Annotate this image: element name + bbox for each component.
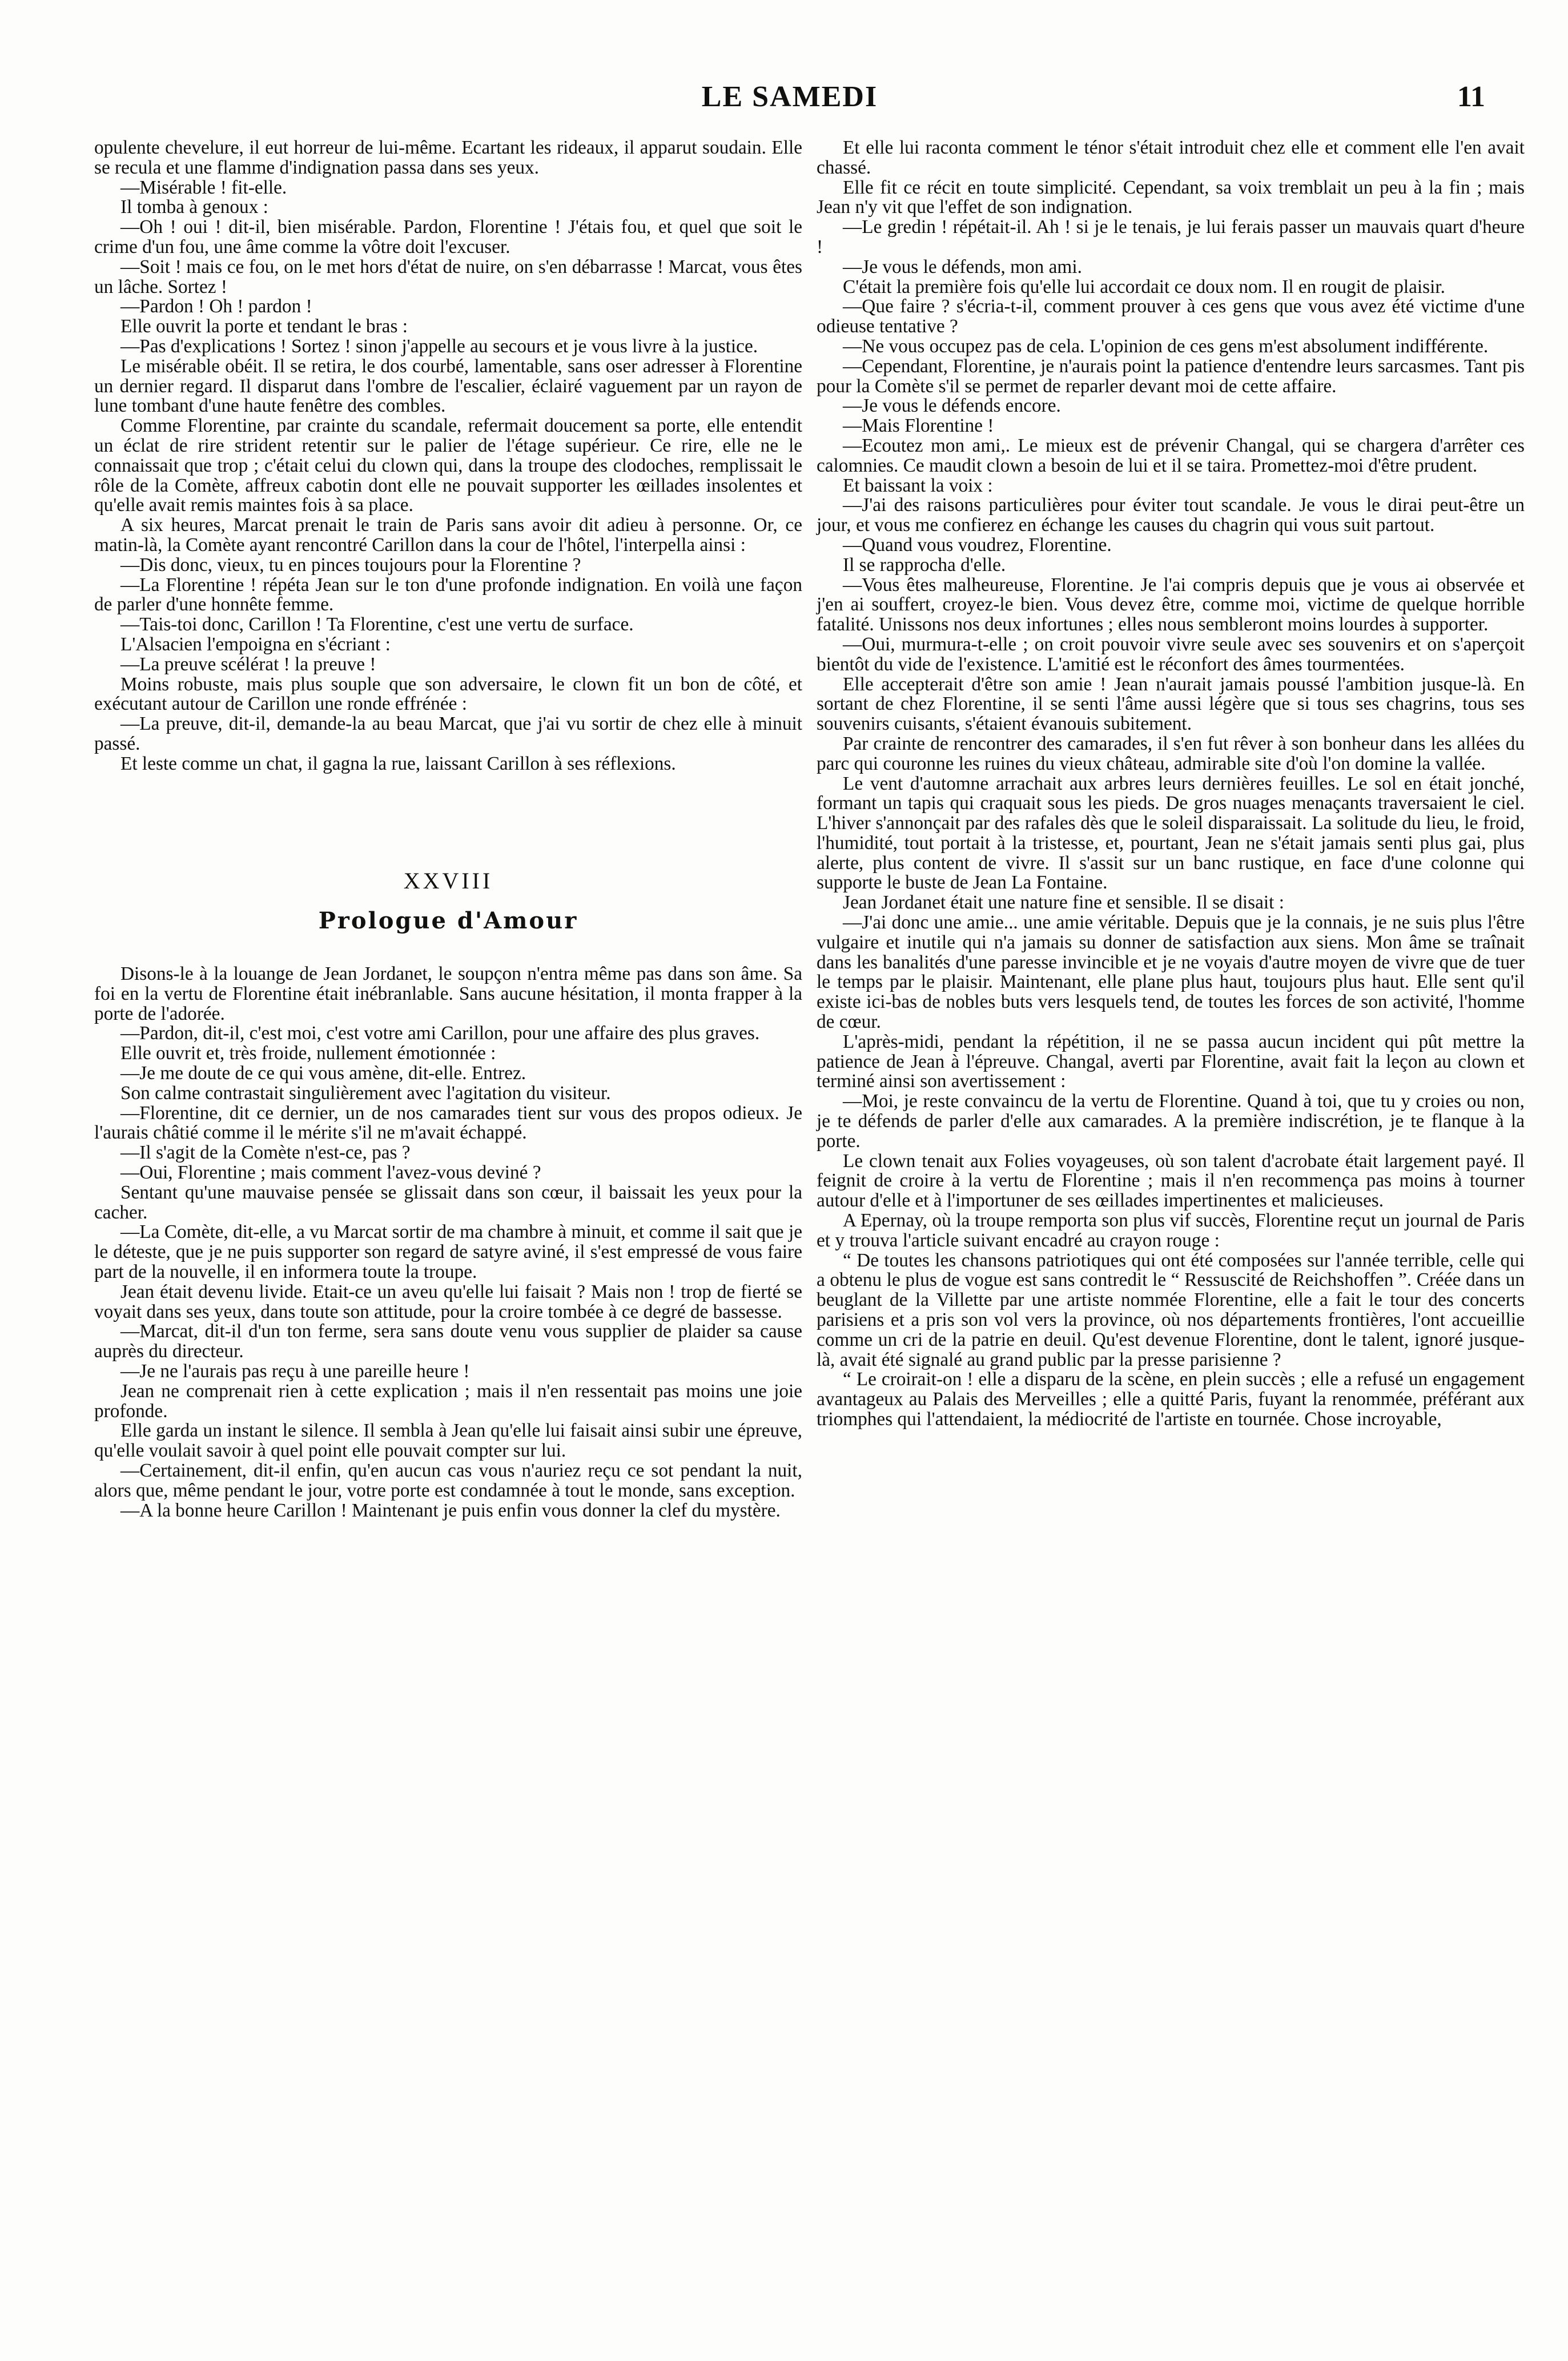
paragraph: —Vous êtes malheureuse, Florentine. Je l'ai compris depuis que je vous ai observée et j'en ai souffert, croyez-le bien. Vous devez être, comme moi, victime de quelque horrible fatalité. Unissons nos deux infortunes ; elles nous sembleront moins lourdes à supporter.: [817, 574, 1525, 636]
paragraph: —Pardon ! Oh ! pardon !: [120, 296, 312, 317]
right-column-text: [817, 138, 1525, 1430]
left-column-text-after-chapter: [94, 964, 802, 1521]
paragraph: “ Le croirait-on ! elle a disparu de la scène, en plein succès ; elle a refusé un engagement avantageux au Palais des Merveilles ; elle a quitté Paris, fuyant la renommée, préférant aux triomphes qui l'attendaient, la médiocrité de l'artiste en tournée. Chose incroyable,: [817, 1369, 1525, 1430]
chapter-heading: [94, 867, 802, 935]
paragraph: Et elle lui raconta comment le ténor s'était introduit chez elle et comment elle l'en avait chassé.: [817, 137, 1525, 178]
paragraph: —La Comète, dit-elle, a vu Marcat sortir de ma chambre à minuit, et comme il sait que je le déteste, que je ne puis supporter son regard de satyre aviné, il s'est empressé de vous faire part de la nouvelle, il en informera toute la troupe.: [94, 1221, 802, 1283]
paragraph: Comme Florentine, par crainte du scandale, refermait doucement sa porte, elle entendit un éclat de rire strident retentir sur le palier de l'étage supérieur. Ce rire, elle ne le connaissait que trop ; c'était celui du clown qui, dans la troupe des clodoches, remplissait le rôle de la Comète, affreux cabotin dont elle ne pouvait supporter les œillades insolentes et qu'elle avait remis maintes fois à sa place.: [94, 415, 802, 516]
paragraph: —Il s'agit de la Comète n'est-ce, pas ?: [120, 1142, 411, 1164]
paragraph: —Le gredin ! répétait-il. Ah ! si je le tenais, je lui ferais passer un mauvais quart d'heure !: [817, 216, 1525, 258]
journal-title: LE SAMEDI: [701, 81, 878, 113]
paragraph: Elle ouvrit la porte et tendant le bras :: [120, 316, 408, 337]
paragraph: —Je vous le défends, mon ami.: [843, 256, 1082, 277]
paragraph: —Je vous le défends encore.: [843, 395, 1061, 417]
paragraph: —A la bonne heure Carillon ! Maintenant je puis enfin vous donner la clef du mystère.: [120, 1499, 781, 1521]
paragraph: Le vent d'automne arrachait aux arbres leurs dernières feuilles. Le sol en était jonché, formant un tapis qui craquait sous les pieds. De gros nuages menaçants traversaient le ciel. L'hiver s'annonçait par des rafales dès que le soleil disparaissait. La solitude du lieu, le froid, l'humidité, tout portait à la tristesse, et, pourtant, Jean ne s'était jamais senti plus gai, plus alerte, plus content de vivre. Il s'assit sur un banc rustique, en face d'une colonne qui supporte le buste de Jean La Fontaine.: [817, 773, 1525, 894]
paragraph: —Cependant, Florentine, je n'aurais point la patience d'entendre leurs sarcasmes. Tant pis pour la Comète s'il se permet de reparler devant moi de cette affaire.: [817, 355, 1525, 397]
paragraph: Moins robuste, mais plus souple que son adversaire, le clown fit un bon de côté, et exécutant autour de Carillon une ronde effrénée :: [94, 673, 802, 715]
paragraph: —Pas d'explications ! Sortez ! sinon j'appelle au secours et je vous livre à la justice.: [120, 335, 758, 357]
paragraph: —Pardon, dit-il, c'est moi, c'est votre ami Carillon, pour une affaire des plus graves.: [120, 1023, 760, 1044]
paragraph: Elle ouvrit et, très froide, nullement émotionnée :: [120, 1043, 496, 1064]
paragraph: A Epernay, où la troupe remporta son plus vif succès, Florentine reçut un journal de Paris et y trouva l'article suivant encadré au crayon rouge :: [817, 1210, 1525, 1251]
paragraph: —Misérable ! fit-elle.: [120, 176, 287, 198]
paragraph: L'Alsacien l'empoigna en s'écriant :: [120, 633, 391, 655]
paragraph: Le misérable obéit. Il se retira, le dos courbé, lamentable, sans oser adresser à Florentine un dernier regard. Il disparut dans l'ombre de l'escalier, éclairé vaguement par un rayon de lune tombant d'une haute fenêtre des combles.: [94, 355, 802, 417]
chapter-title: Prologue d'Amour: [318, 907, 578, 935]
left-column-text-before-chapter: [94, 138, 802, 774]
paragraph: L'après-midi, pendant la répétition, il ne se passa aucun incident qui pût mettre la patience de Jean à l'épreuve. Changal, averti par Florentine, avait fait la leçon au clown et terminé ainsi son avertissement :: [817, 1031, 1525, 1092]
paragraph: —Oui, Florentine ; mais comment l'avez-vous deviné ?: [120, 1162, 541, 1184]
paragraph: —J'ai donc une amie... une amie véritable. Depuis que je la connais, je ne suis plus l'être vulgaire et inutile qui n'a jamais su donner de satisfaction aux siens. Mon âme se traînait dans les banalités d'une paresse invincible et je ne voyais d'autre moyen de vivre que de tuer le temps par le plaisir. Maintenant, elle plane plus haut, toujours plus haut. Elle sent qu'il existe ici-bas de nobles buts vers lesquels tend, de toutes les forces de son activité, l'homme de cœur.: [817, 912, 1525, 1033]
paragraph: Disons-le à la louange de Jean Jordanet, le soupçon n'entra même pas dans son âme. Sa foi en la vertu de Florentine était inébranlable. Sans aucune hésitation, il monta frapper à la porte de l'adorée.: [94, 963, 802, 1024]
paragraph: —Je me doute de ce qui vous amène, dit-elle. Entrez.: [120, 1063, 526, 1084]
paragraph: Il tomba à genoux :: [120, 196, 268, 218]
paragraph: —La preuve, dit-il, demande-la au beau Marcat, que j'ai vu sortir de chez elle à minuit passé.: [94, 713, 802, 754]
paragraph: —Mais Florentine !: [843, 415, 994, 437]
paragraph: —La preuve scélérat ! la preuve !: [120, 653, 376, 675]
paragraph: opulente chevelure, il eut horreur de lui-même. Ecartant les rideaux, il apparut soudain. Elle se recula et une flamme d'indignation passa dans ses yeux.: [94, 137, 802, 178]
paragraph: —Florentine, dit ce dernier, un de nos camarades tient sur vous des propos odieux. Je l'aurais châtié comme il le mérite s'il ne m'avait échappé.: [94, 1102, 802, 1144]
paragraph: —Ecoutez mon ami,. Le mieux est de prévenir Changal, qui se chargera d'arrêter ces calomnies. Ce maudit clown a besoin de lui et il se taira. Promettez-moi d'être prudent.: [817, 435, 1525, 476]
paragraph: Jean Jordanet était une nature fine et sensible. Il se disait :: [843, 892, 1284, 914]
paragraph: Le clown tenait aux Folies voyageuses, où son talent d'acrobate était largement payé. Il feignit de croire à la vertu de Florentine ; mais il n'en recommença pas moins à tourner autour d'elle et à l'importuner de ses œillades impertinentes et malicieuses.: [817, 1150, 1525, 1212]
paragraph: Elle fit ce récit en toute simplicité. Cependant, sa voix tremblait un peu à la fin ; mais Jean n'y vit que l'effet de son indignation.: [817, 176, 1525, 218]
right-column: [817, 138, 1525, 1430]
paragraph: Elle garda un instant le silence. Il sembla à Jean qu'elle lui faisait ainsi subir une épreuve, qu'elle voulait savoir à quel point elle pouvait compter sur lui.: [94, 1420, 802, 1462]
paragraph: Il se rapprocha d'elle.: [843, 554, 1006, 576]
chapter-number: XXVIII: [403, 867, 493, 894]
paragraph: C'était la première fois qu'elle lui accordait ce doux nom. Il en rougit de plaisir.: [843, 276, 1445, 297]
paragraph: —Moi, je reste convaincu de la vertu de Florentine. Quand à toi, que tu y croies ou non, je te défends de parler d'elle aux camarades. A la première indiscrétion, je te flanque à la porte.: [817, 1091, 1525, 1152]
paragraph: Sentant qu'une mauvaise pensée se glissait dans son cœur, il baissait les yeux pour la cacher.: [94, 1181, 802, 1223]
paragraph: —Marcat, dit-il d'un ton ferme, sera sans doute venu vous supplier de plaider sa cause auprès du directeur.: [94, 1321, 802, 1362]
paragraph: Jean ne comprenait rien à cette explication ; mais il n'en ressentait pas moins une joie profonde.: [94, 1380, 802, 1422]
page-number: 11: [1457, 81, 1485, 113]
paragraph: —La Florentine ! répéta Jean sur le ton d'une profonde indignation. En voilà une façon de parler d'une honnête femme.: [94, 574, 802, 616]
paragraph: —Oui, murmura-t-elle ; on croit pouvoir vivre seule avec ses souvenirs et on s'aperçoit bientôt du vide de l'existence. L'amitié est le réconfort des âmes tourmentées.: [817, 633, 1525, 675]
paragraph: Et leste comme un chat, il gagna la rue, laissant Carillon à ses réflexions.: [120, 753, 676, 774]
paragraph: —Je ne l'aurais pas reçu à une pareille heure !: [120, 1361, 470, 1382]
paragraph: Elle accepterait d'être son amie ! Jean n'aurait jamais poussé l'ambition jusque-là. En sortant de chez Florentine, il se senti l'âme aussi légère que si tous ses chagrins, tous ses souvenirs cuisants, s'étaient évanouis subitement.: [817, 673, 1525, 735]
paragraph: Jean était devenu livide. Etait-ce un aveu qu'elle lui faisait ? Mais non ! trop de fierté se voyait dans ses yeux, dans toute son attitude, pour la croire tombée à ce degré de bassesse.: [94, 1281, 802, 1322]
paragraph: —Oh ! oui ! dit-il, bien misérable. Pardon, Florentine ! J'étais fou, et quel que soit le crime d'un fou, une âme comme la vôtre doit l'excuser.: [94, 216, 802, 258]
left-column: [94, 138, 802, 1521]
paragraph: Par crainte de rencontrer des camarades, il s'en fut rêver à son bonheur dans les allées du parc qui couronne les ruines du vieux château, admirable site d'où l'on domine la vallée.: [817, 733, 1525, 774]
paragraph: Son calme contrastait singulièrement avec l'agitation du visiteur.: [120, 1082, 611, 1104]
paragraph: —Quand vous voudrez, Florentine.: [843, 534, 1112, 556]
paragraph: Et baissant la voix :: [843, 474, 993, 496]
running-head: [94, 80, 1485, 120]
paragraph: —Soit ! mais ce fou, on le met hors d'état de nuire, on s'en débarrasse ! Marcat, vous êtes un lâche. Sortez !: [94, 256, 802, 297]
paragraph: —Tais-toi donc, Carillon ! Ta Florentine, c'est une vertu de surface.: [120, 614, 634, 636]
paragraph: —Dis donc, vieux, tu en pinces toujours pour la Florentine ?: [120, 554, 581, 576]
paragraph: —J'ai des raisons particulières pour éviter tout scandale. Je vous le dirai peut-être un jour, et vous me confierez en échange les causes du chagrin qui vous suit partout.: [817, 494, 1525, 536]
paragraph: “ De toutes les chansons patriotiques qui ont été composées sur l'année terrible, celle qui a obtenu le plus de vogue est sans contredit le “ Ressuscité de Reichshoffen ”. Créée dans un beuglant de la Villette par une artiste nommée Florentine, elle a fait le tour des concerts parisiens et a pris son vol vers la province, où nos départements frontières, l'ont accueillie comme un cri de la patrie en deuil. Qu'est devenue Florentine, dont le talent, ignoré jusque-là, avait été signalé au grand public par la presse parisienne ?: [817, 1249, 1525, 1370]
paragraph: —Ne vous occupez pas de cela. L'opinion de ces gens m'est absolument indifférente.: [843, 335, 1489, 357]
paragraph: —Que faire ? s'écria-t-il, comment prouver à ces gens que vous avez été victime d'une odieuse tentative ?: [817, 296, 1525, 337]
paragraph: A six heures, Marcat prenait le train de Paris sans avoir dit adieu à personne. Or, ce matin-là, la Comète ayant rencontré Carillon dans la cour de l'hôtel, l'interpella ainsi :: [94, 514, 802, 556]
paragraph: —Certainement, dit-il enfin, qu'en aucun cas vous n'auriez reçu ce sot pendant la nuit, alors que, même pendant le jour, votre porte est condamnée à tout le monde, sans exception.: [94, 1460, 802, 1501]
